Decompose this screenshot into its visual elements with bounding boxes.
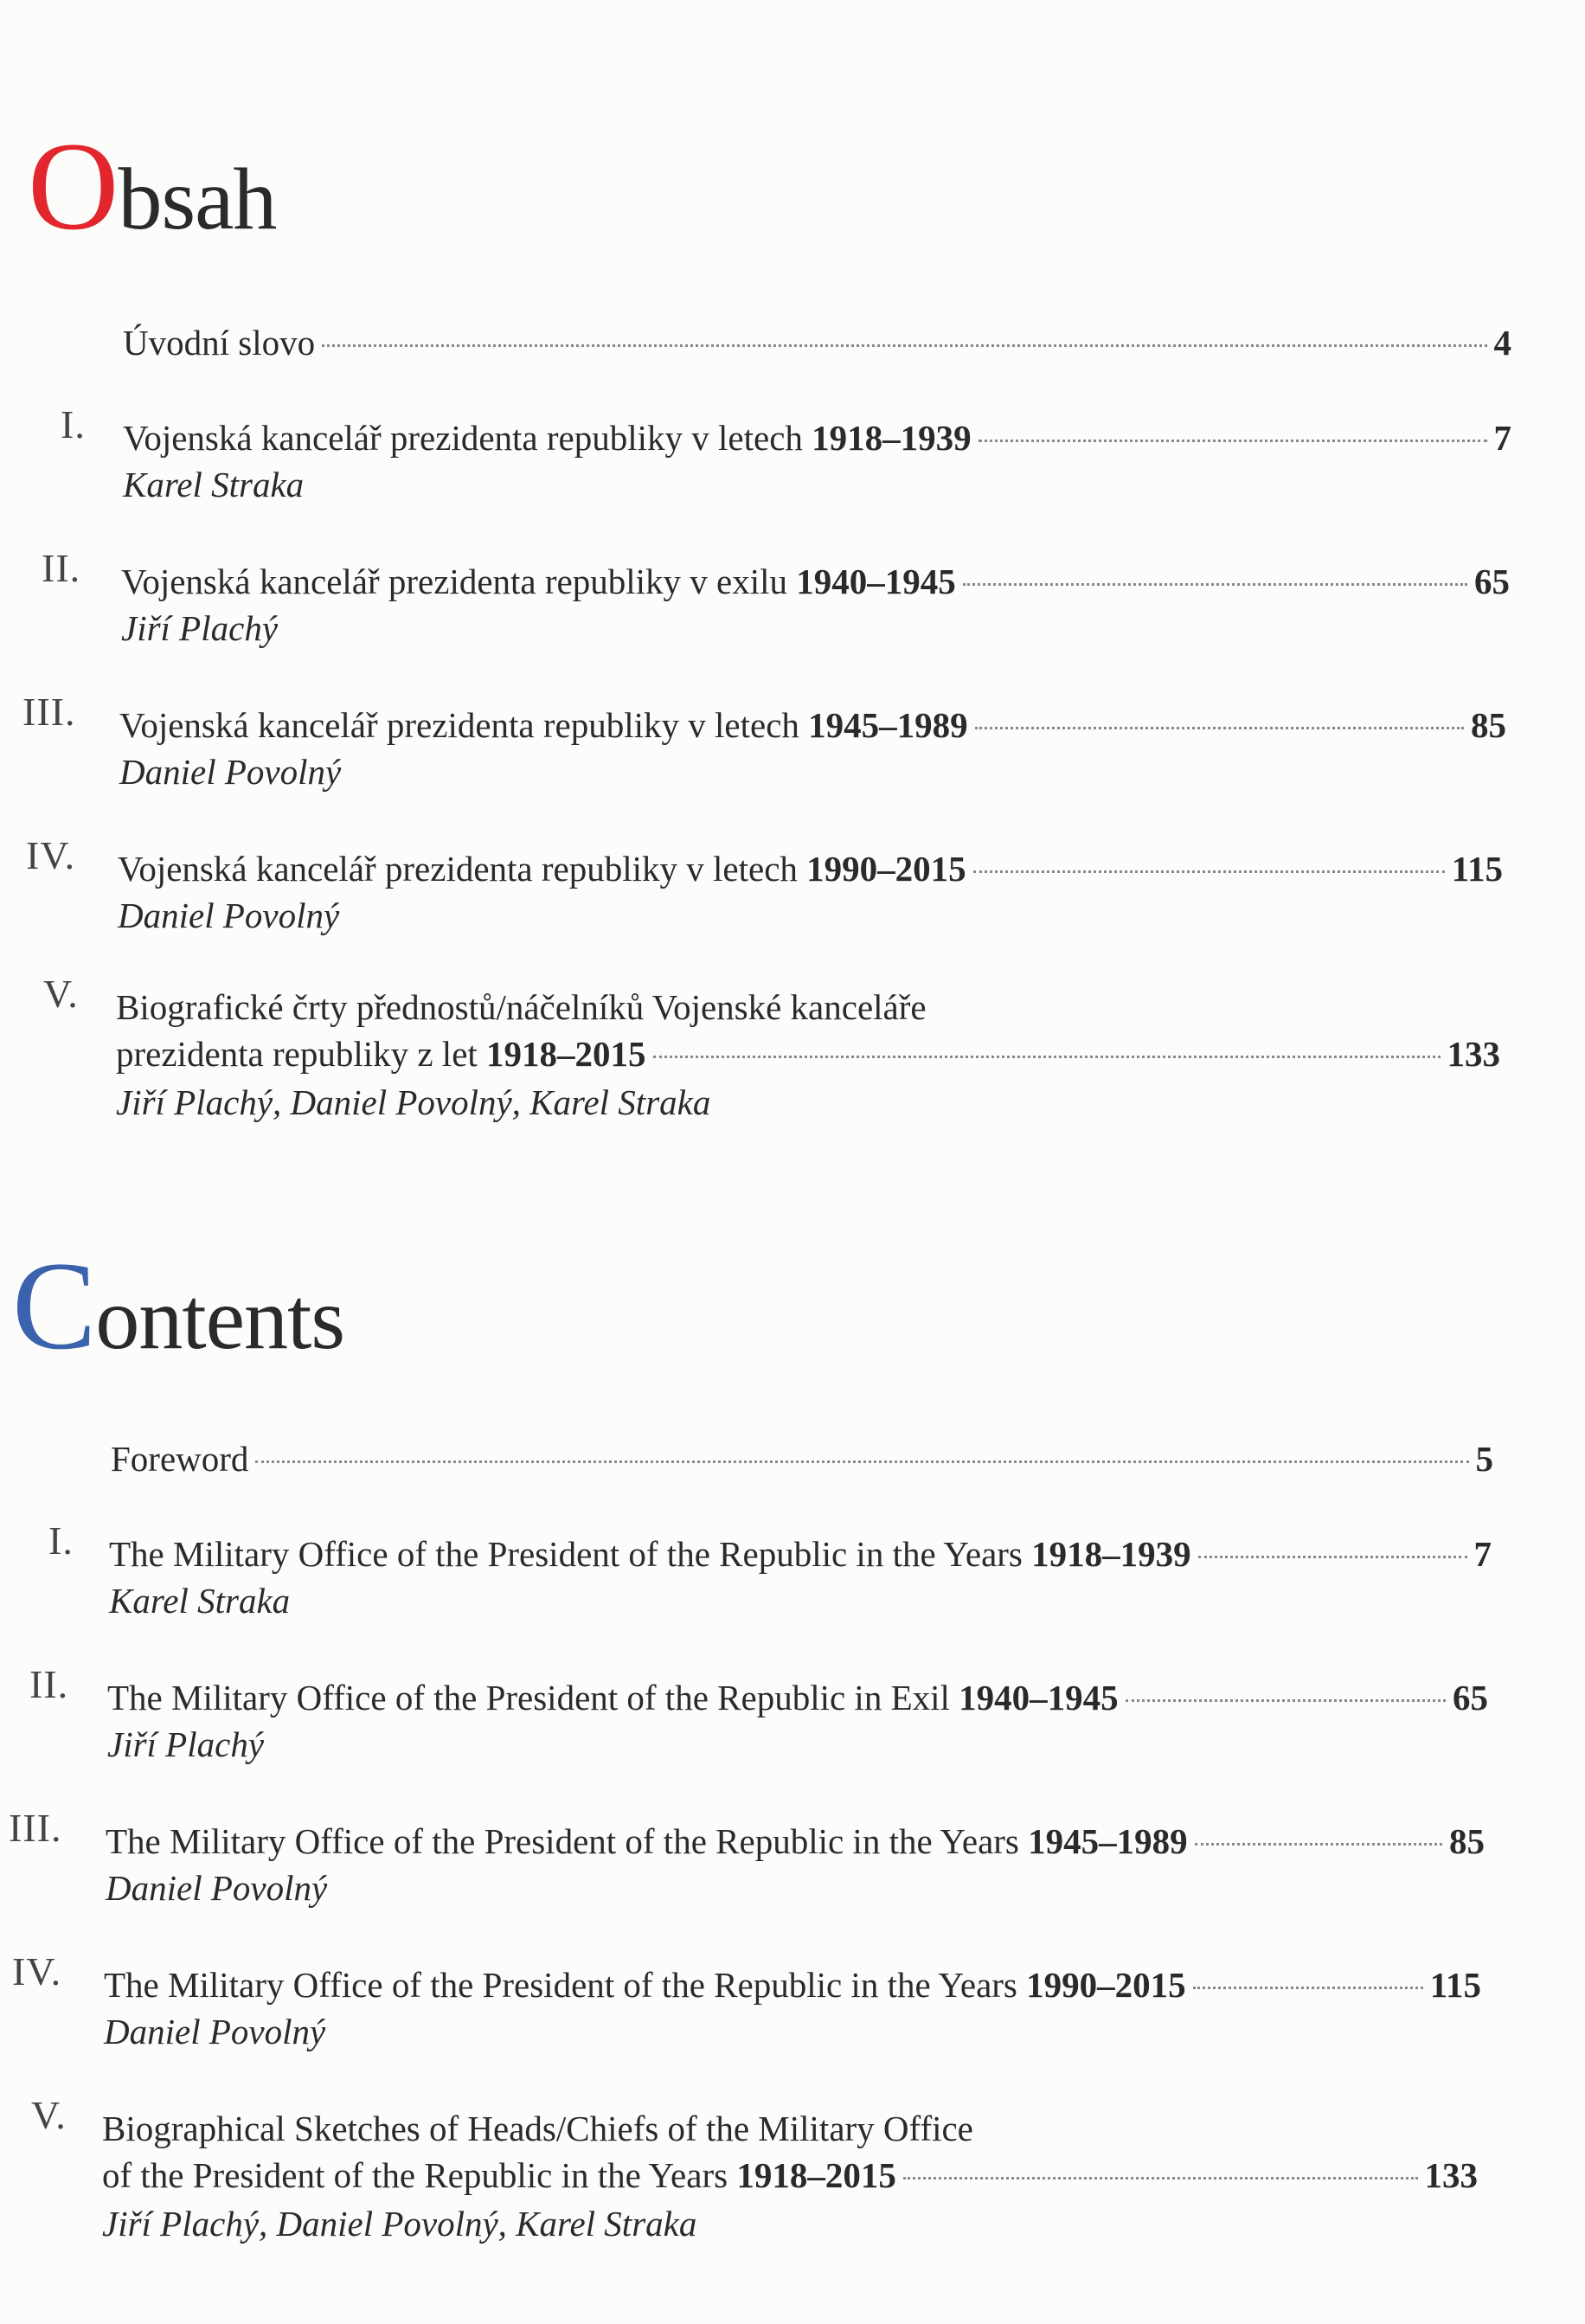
toc-line: [107, 1675, 1488, 1720]
page-number: 133: [1424, 2155, 1478, 2195]
toc-line: [121, 559, 1510, 604]
dot-leader: [1193, 1987, 1423, 1989]
obsah-heading: [28, 116, 277, 256]
roman-numeral: IV.: [12, 1949, 62, 1993]
author: Jiří Plachý, Daniel Povolný, Karel Straka: [116, 1082, 711, 1122]
toc-title-line1: Biografické črty přednostů/náčelníků Vojenské kanceláře: [116, 987, 927, 1027]
author: Daniel Povolný: [104, 2012, 326, 2051]
dot-leader: [1126, 1699, 1446, 1702]
dot-leader: [1198, 1556, 1467, 1558]
toc-title: Foreword: [111, 1439, 249, 1479]
toc-title: Vojenská kancelář prezidenta republiky v exilu 1940–1945: [121, 562, 956, 601]
toc-title: The Military Office of the President of the Republic in Exil 1940–1945: [107, 1678, 1119, 1717]
contents-heading: [12, 1236, 345, 1376]
toc-line: [123, 320, 1511, 365]
author: Karel Straka: [123, 465, 305, 504]
toc-line: [118, 846, 1503, 891]
author: Jiří Plachý: [121, 608, 279, 648]
author: Jiří Plachý, Daniel Povolný, Karel Straka: [102, 2204, 697, 2244]
toc-title: The Military Office of the President of the Republic in the Years 1945–1989: [106, 1821, 1188, 1861]
page-number: 115: [1451, 849, 1503, 889]
dot-leader: [903, 2177, 1418, 2180]
dot-leader: [653, 1056, 1441, 1058]
heading-rest: ontents: [95, 1270, 345, 1368]
toc-title-line1: Biographical Sketches of Heads/Chiefs of the Military Office: [102, 2109, 973, 2148]
roman-numeral: V.: [31, 2093, 67, 2137]
dot-leader: [1195, 1843, 1442, 1846]
toc-line: [104, 1962, 1481, 2007]
toc-title: of the President of the Republic in the Years 1918–2015: [102, 2155, 896, 2195]
heading-initial: C: [12, 1236, 96, 1376]
author: Karel Straka: [109, 1581, 291, 1621]
toc-line: [109, 1531, 1492, 1576]
dot-leader: [963, 583, 1467, 586]
dot-leader: [975, 727, 1464, 729]
toc-line: [123, 415, 1511, 460]
roman-numeral: III.: [22, 690, 76, 734]
toc-line: [116, 1031, 1500, 1076]
page-number: 85: [1449, 1821, 1485, 1861]
toc-title: prezidenta republiky z let 1918–2015: [116, 1034, 646, 1074]
roman-numeral: IV.: [26, 833, 76, 877]
dot-leader: [979, 440, 1487, 442]
roman-numeral: V.: [43, 972, 79, 1016]
roman-numeral: I.: [61, 402, 86, 446]
roman-numeral: I.: [48, 1518, 74, 1563]
page-number: 7: [1493, 418, 1511, 458]
page-number: 65: [1453, 1678, 1488, 1717]
page-number: 133: [1447, 1034, 1500, 1074]
page-number: 5: [1475, 1439, 1493, 1479]
page-number: 7: [1473, 1534, 1492, 1574]
toc-title: Vojenská kancelář prezidenta republiky v letech 1945–1989: [119, 705, 968, 745]
page-number: 85: [1471, 705, 1506, 745]
author: Daniel Povolný: [118, 896, 340, 935]
toc-title: Vojenská kancelář prezidenta republiky v letech 1918–1939: [123, 418, 972, 458]
page-number: 65: [1474, 562, 1510, 601]
toc-line: [119, 703, 1506, 748]
heading-rest: bsah: [118, 151, 277, 248]
toc-title: The Military Office of the President of the Republic in the Years 1990–2015: [104, 1965, 1186, 2005]
toc-title: Vojenská kancelář prezidenta republiky v letech 1990–2015: [118, 849, 966, 889]
toc-title: The Military Office of the President of the Republic in the Years 1918–1939: [109, 1534, 1191, 1574]
author: Jiří Plachý: [107, 1724, 265, 1764]
dot-leader: [973, 870, 1445, 873]
dot-leader: [322, 344, 1486, 347]
author: Daniel Povolný: [119, 752, 342, 792]
roman-numeral: III.: [9, 1806, 62, 1850]
page-number: 4: [1493, 323, 1511, 363]
page-number: 115: [1429, 1965, 1481, 2005]
heading-initial: O: [28, 116, 119, 256]
dot-leader: [255, 1461, 1468, 1463]
roman-numeral: II.: [42, 546, 81, 590]
roman-numeral: II.: [29, 1662, 69, 1706]
toc-line: [106, 1819, 1485, 1864]
toc-line: [102, 2153, 1478, 2198]
toc-title: Úvodní slovo: [123, 323, 316, 363]
toc-line: [111, 1436, 1493, 1481]
author: Daniel Povolný: [106, 1868, 328, 1908]
